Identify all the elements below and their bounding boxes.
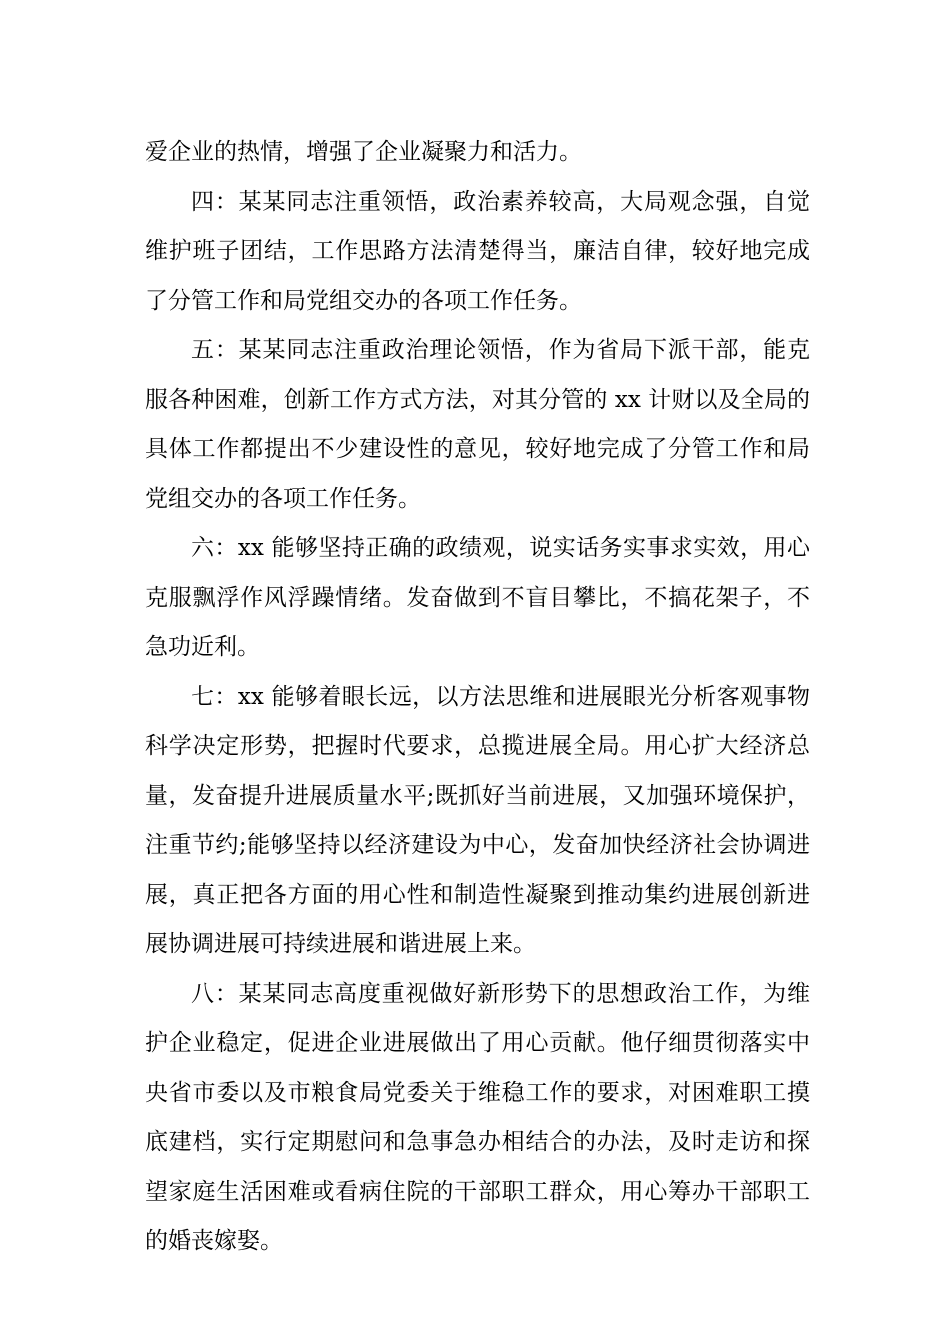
paragraph-continuation: 爱企业的热情，增强了企业凝聚力和活力。: [145, 139, 582, 165]
paragraph-item-4: 四：某某同志注重领悟，政治素养较高，大局观念强，自觉维护班子团结，工作思路方法清楚得当，廉洁自律，较好地完成了分管工作和局党组交办的各项工作任务。: [145, 188, 810, 314]
paragraph-item-5: 五：某某同志注重政治理论领悟，作为省局下派干部，能克服各种困难，创新工作方式方法，对其分管的 xx 计财以及全局的具体工作都提出不少建设性的意见，较好地完成了分管工作和局党组交办的各项工作任务。: [145, 337, 810, 512]
paragraph-item-6: 六：xx 能够坚持正确的政绩观，说实话务实事求实效，用心克服飘浮作风浮躁情绪。发奋做到不盲目攀比，不搞花架子，不急功近利。: [145, 535, 810, 660]
paragraph-item-8: 八：某某同志高度重视做好新形势下的思想政治工作，为维护企业稳定，促进企业进展做出了用心贡献。他仔细贯彻落实中央省市委以及市粮食局党委关于维稳工作的要求，对困难职工摸底建档，实行定期慰问和急事急办相结合的办法，及时走访和探望家庭生活困难或看病住院的干部职工群众，用心筹办干部职工的婚丧嫁娶。: [145, 980, 810, 1254]
paragraph-item-7: 七：xx 能够着眼长远，以方法思维和进展眼光分析客观事物科学决定形势，把握时代要求，总揽进展全局。用心扩大经济总量，发奋提升进展质量水平;既抓好当前进展，又加强环境保护，注重节约;能够坚持以经济建设为中心，发奋加快经济社会协调进展，真正把各方面的用心性和制造性凝聚到推动集约进展创新进展协调进展可持续进展和谐进展上来。: [145, 683, 810, 957]
document-body: [145, 128, 810, 1267]
